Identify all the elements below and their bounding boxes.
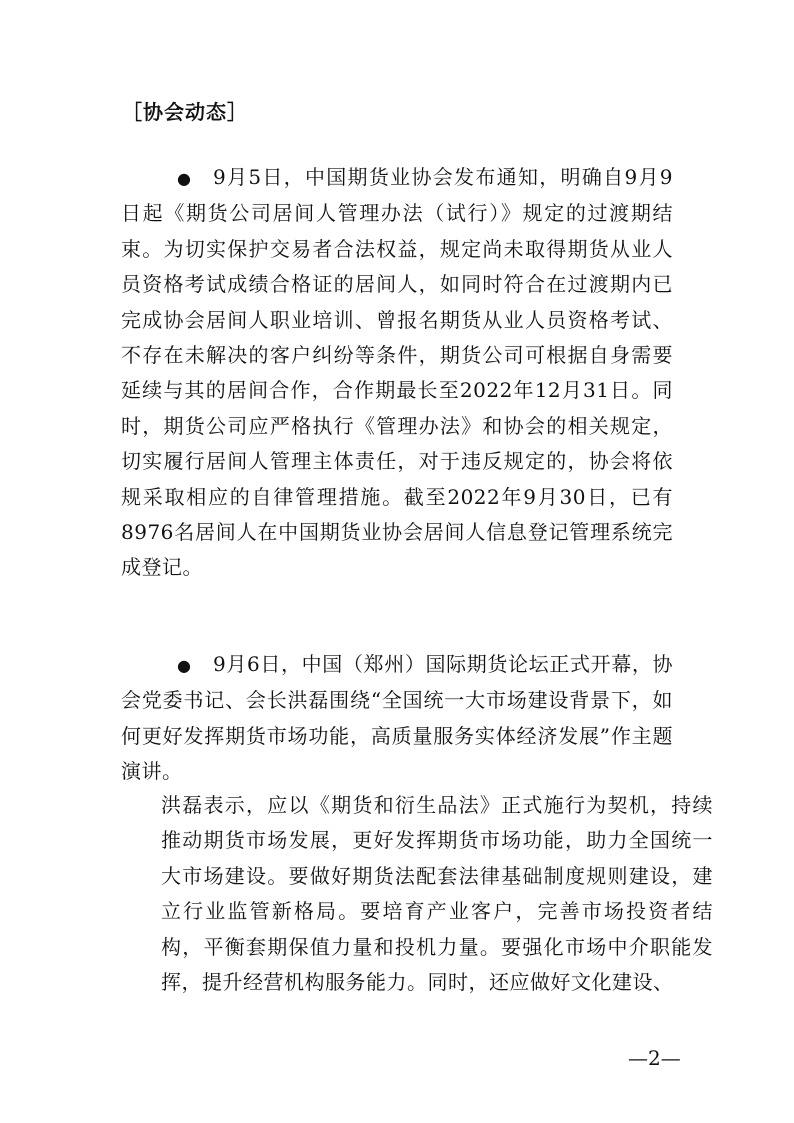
section-heading: ［协会动态］: [122, 100, 248, 124]
body-paragraph: 洪磊表示，应以《期货和衍生品法》正式施行为契机，持续推动期货市场发展，更好发挥期货市场功能，助力全国统一大市场建设。要做好期货法配套法律基础制度规则建设，建立行业监管新格局。要培育产业客户，完善市场投资者结构，平衡套期保值力量和投机力量。要强化市场中介职能发挥，提升经营机构服务能力。同时，还应做好文化建设、: [161, 793, 713, 995]
page-number: —2—: [628, 1046, 681, 1070]
news-item-1: [121, 160, 673, 586]
news-item-2: [121, 647, 673, 790]
news-item-2-text: 9月6日，中国（郑州）国际期货论坛正式开幕，协会党委书记、会长洪磊围绕“全国统一大市场建设背景下，如何更好发挥期货市场功能，高质量服务实体经济发展”作主题演讲。: [121, 652, 673, 784]
bullet-icon: ●: [177, 169, 192, 188]
bullet-icon: ●: [177, 656, 192, 675]
news-item-1-text: 9月5日，中国期货业协会发布通知，明确自9月9日起《期货公司居间人管理办法（试行）》规定的过渡期结束。为切实保护交易者合法权益，规定尚未取得期货从业人员资格考试成绩合格证的居间人，如同时符合在过渡期内已完成协会居间人职业培训、曾报名期货从业人员资格考试、不存在未解决的客户纠纷等条件，期货公司可根据自身需要延续与其的居间合作，合作期最长至2022年12月31日。同时，期货公司应严格执行《管理办法》和协会的相关规定，切实履行居间人管理主体责任，对于违反规定的，协会将依规采取相应的自律管理措施。截至2022年9月30日，已有8976名居间人在中国期货业协会居间人信息登记管理系统完成登记。: [121, 165, 673, 580]
